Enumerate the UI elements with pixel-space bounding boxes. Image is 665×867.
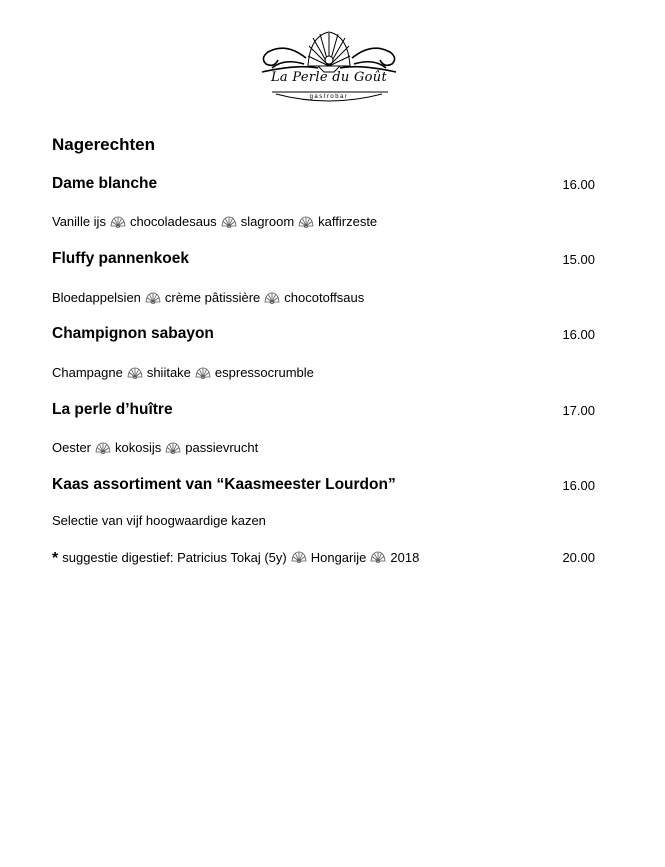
ingredient: chocotoffsaus — [284, 290, 365, 305]
dish-price: 17.00 — [562, 403, 595, 418]
dish-price: 16.00 — [562, 478, 595, 493]
shell-icon — [370, 551, 386, 563]
dish-ingredients — [52, 365, 314, 380]
shell-icon — [264, 292, 280, 304]
shell-icon — [110, 216, 126, 228]
dish-price: 15.00 — [562, 252, 595, 267]
ingredient: passievrucht — [185, 440, 259, 455]
shell-icon — [145, 292, 161, 304]
dish-price: 16.00 — [562, 177, 595, 192]
ingredient: kokosijs — [115, 440, 162, 455]
ingredient: Vanille ijs — [52, 214, 106, 229]
logo-name: La Perle du Goût — [270, 70, 387, 85]
dish-name: Kaas assortiment van “Kaasmeester Lourdon” — [52, 476, 396, 493]
shell-icon — [308, 32, 350, 72]
dish-name: Champignon sabayon — [52, 325, 214, 342]
shell-icon — [195, 367, 211, 379]
ingredient: espressocrumble — [214, 365, 314, 380]
shell-icon — [165, 442, 181, 454]
ingredient: Champagne — [52, 365, 123, 380]
shell-icon — [95, 442, 111, 454]
ingredient: kaffirzeste — [318, 214, 378, 229]
ingredient: shiitake — [146, 365, 191, 380]
dish-ingredients — [52, 440, 258, 455]
suggestion-price: 20.00 — [562, 550, 595, 565]
dish-price: 16.00 — [562, 327, 595, 342]
shell-icon — [298, 216, 314, 228]
ingredient: slagroom — [240, 214, 295, 229]
dish-ingredients — [52, 290, 364, 305]
suggestion-part: suggestie digestief: Patricius Tokaj (5y) — [62, 549, 287, 565]
dish-description: Selectie van vijf hoogwaardige kazen — [52, 513, 266, 528]
shell-icon — [127, 367, 143, 379]
logo-tagline: gastrobar — [309, 94, 349, 100]
logo — [258, 28, 400, 108]
ingredient: Bloedappelsien — [52, 290, 141, 305]
ingredient: crème pâtissière — [164, 290, 261, 305]
suggestion-part: 2018 — [390, 549, 420, 565]
shell-icon — [221, 216, 237, 228]
ingredient: chocoladesaus — [129, 214, 217, 229]
dish-name: La perle d’huître — [52, 401, 173, 418]
section-title: Nagerechten — [52, 135, 155, 154]
suggestion-part: Hongarije — [310, 549, 367, 565]
dish-name: Dame blanche — [52, 175, 158, 192]
asterisk-marker: * — [52, 550, 59, 567]
dish-ingredients — [52, 214, 377, 229]
ingredient: Oester — [52, 440, 92, 455]
dish-name: Fluffy pannenkoek — [52, 250, 189, 267]
digestif-suggestion — [52, 548, 419, 566]
shell-icon — [291, 551, 307, 563]
